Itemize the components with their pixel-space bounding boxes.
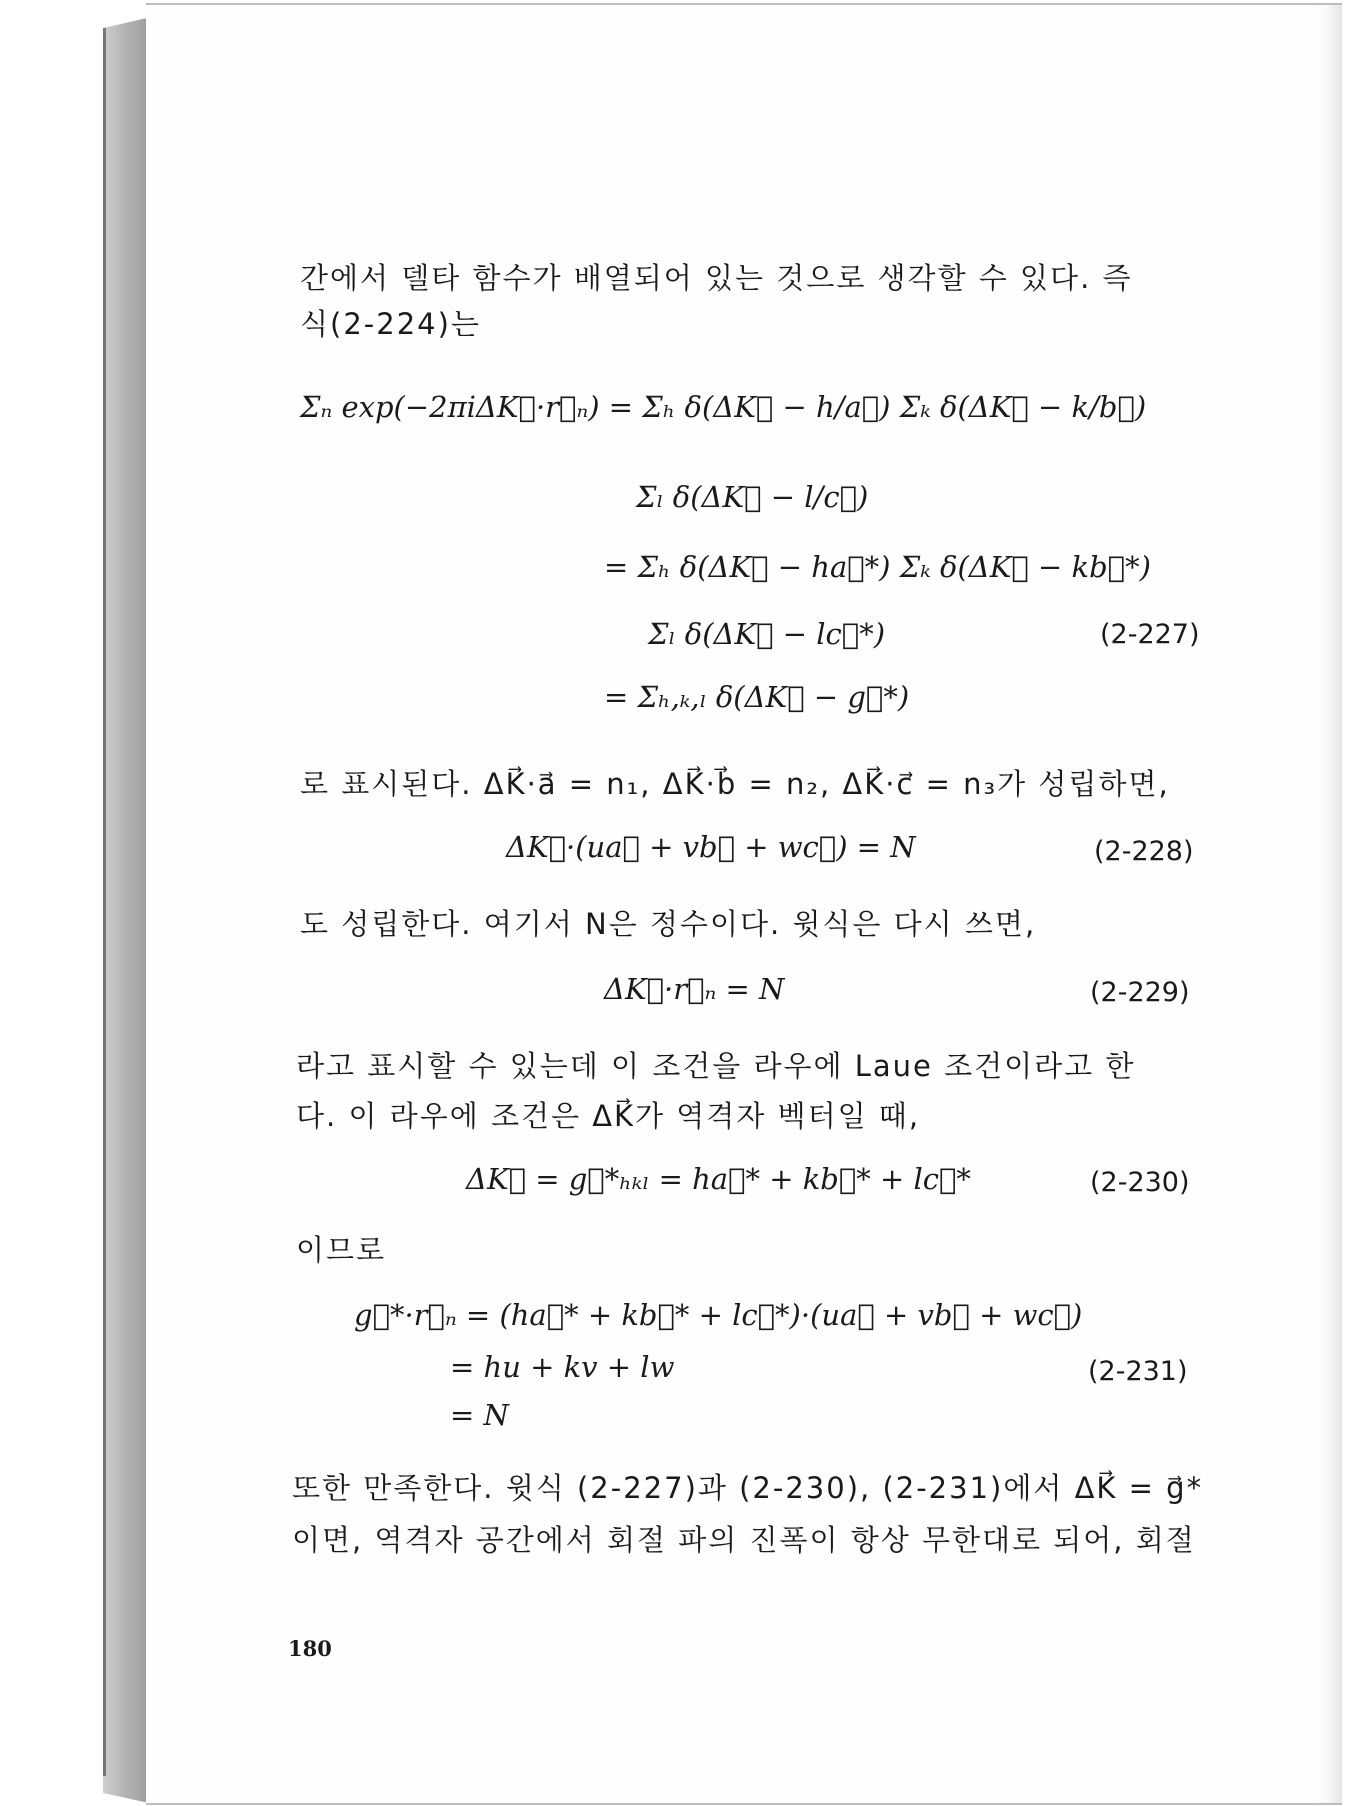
text-line-6: 다. 이 라우에 조건은 ΔK⃗가 역격자 벡터일 때, bbox=[296, 1099, 921, 1133]
text-line-9: 이면, 역격자 공간에서 회절 파의 진폭이 항상 무한대로 되어, 회절 bbox=[292, 1523, 1196, 1557]
equation-2-227-line-4: Σₗ δ(ΔK⃗ − lc⃗*) bbox=[648, 617, 886, 651]
equation-number-2-229: (2-229) bbox=[1090, 977, 1190, 1008]
book-spine bbox=[103, 18, 149, 1803]
page-number: 180 bbox=[288, 1636, 332, 1661]
text-line-7: 이므로 bbox=[296, 1233, 387, 1267]
book-spine-edge bbox=[103, 28, 106, 1776]
text-line-5: 라고 표시할 수 있는데 이 조건을 라우에 Laue 조건이라고 한 bbox=[296, 1049, 1136, 1083]
equation-number-2-230: (2-230) bbox=[1090, 1167, 1190, 1198]
equation-2-229: ΔK⃗·r⃗ₙ = N bbox=[604, 972, 785, 1006]
equation-2-228: ΔK⃗·(ua⃗ + vb⃗ + wc⃗) = N bbox=[506, 830, 916, 864]
text-line-1: 간에서 델타 함수가 배열되어 있는 것으로 생각할 수 있다. 즉 bbox=[300, 261, 1133, 295]
text-line-2: 식(2-224)는 bbox=[300, 307, 481, 341]
equation-number-2-227: (2-227) bbox=[1100, 619, 1200, 650]
equation-2-227-line-3: = Σₕ δ(ΔK⃗ − ha⃗*) Σₖ δ(ΔK⃗ − kb⃗*) bbox=[604, 550, 1151, 584]
equation-2-227-line-1: Σₙ exp(−2πiΔK⃗·r⃗ₙ) = Σₕ δ(ΔK⃗ − h/a⃗) Σₖ δ(ΔK⃗ − k/b⃗) bbox=[300, 390, 1147, 424]
text-line-3: 로 표시된다. ΔK⃗·a⃗ = n₁, ΔK⃗·b⃗ = n₂, ΔK⃗·c⃗ = n₃가 성립하면, bbox=[300, 767, 1170, 801]
equation-2-227-line-5: = Σₕ,ₖ,ₗ δ(ΔK⃗ − g⃗*) bbox=[604, 680, 910, 714]
equation-2-231-line-3: = N bbox=[450, 1398, 509, 1432]
equation-number-2-231: (2-231) bbox=[1088, 1356, 1188, 1387]
equation-2-227-line-2: Σₗ δ(ΔK⃗ − l/c⃗) bbox=[636, 480, 869, 514]
equation-2-231-line-2: = hu + kv + lw bbox=[450, 1350, 675, 1384]
equation-2-230: ΔK⃗ = g⃗*ₕₖₗ = ha⃗* + kb⃗* + lc⃗* bbox=[466, 1162, 971, 1196]
equation-2-231-line-1: g⃗*·r⃗ₙ = (ha⃗* + kb⃗* + lc⃗*)·(ua⃗ + vb⃗ + wc⃗) bbox=[354, 1298, 1083, 1332]
text-line-8: 또한 만족한다. 윗식 (2-227)과 (2-230), (2-231)에서 ΔK⃗ = g⃗* bbox=[292, 1471, 1204, 1505]
text-line-4: 도 성립한다. 여기서 N은 정수이다. 윗식은 다시 쓰면, bbox=[300, 907, 1037, 941]
equation-number-2-228: (2-228) bbox=[1094, 836, 1194, 867]
